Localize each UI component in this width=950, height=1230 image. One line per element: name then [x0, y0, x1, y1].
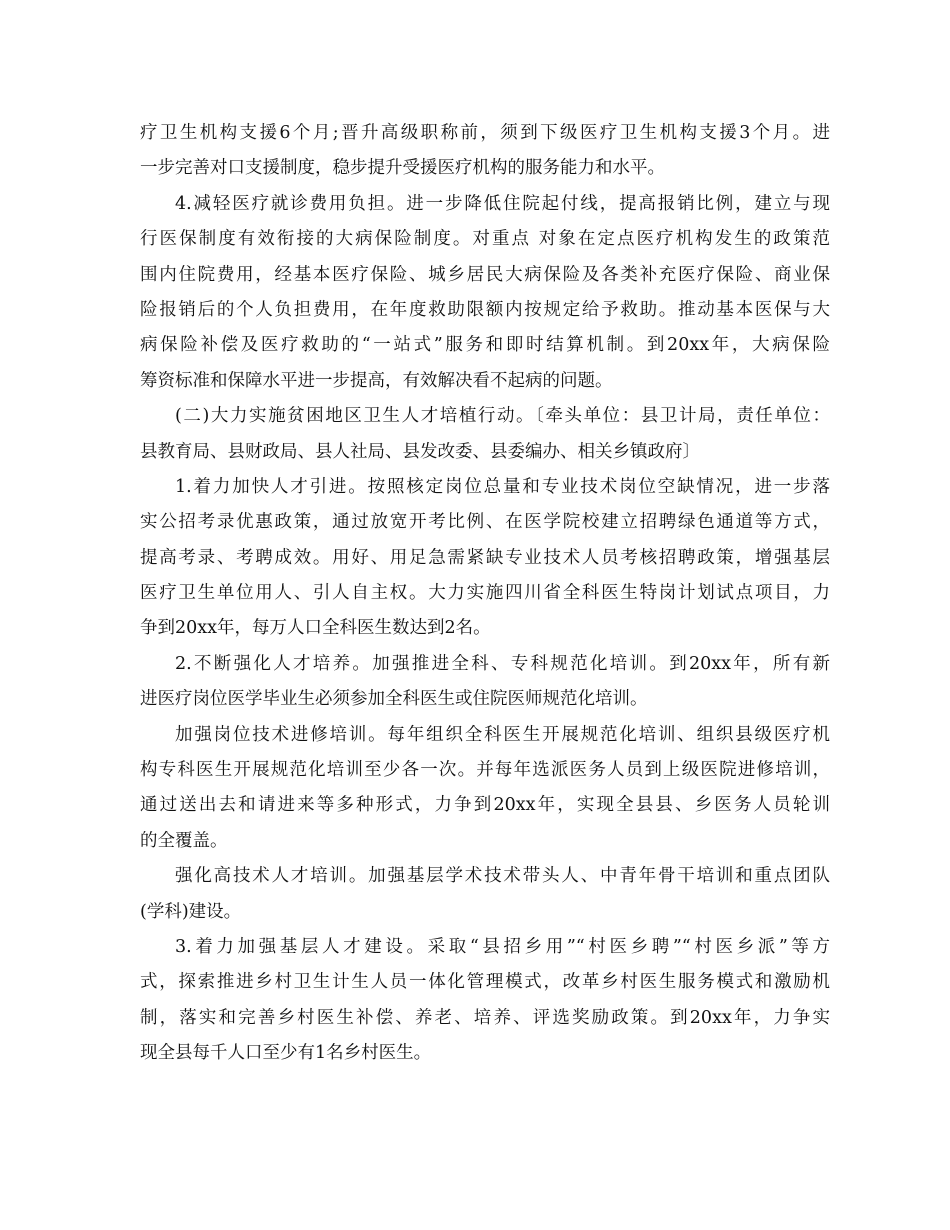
- text-line: 现全县每千人口至少有1名乡村医生。: [140, 1043, 432, 1064]
- paragraph-start-line: 1.着力加快人才引进。按照核定岗位总量和专业技术岗位空缺情况，进一步落: [175, 476, 830, 497]
- paragraph-start-line: 3.着力加强基层人才建设。采取“县招乡用”“村医乡聘”“村医乡派”等方: [175, 936, 830, 957]
- text-line: 筹资标准和保障水平进一步提高，有效解决看不起病的问题。: [140, 370, 613, 391]
- paragraph-start-line: 加强岗位技术进修培训。每年组织全科医生开展规范化培训、组织县级医疗机: [175, 724, 830, 745]
- text-line: 构专科医生开展规范化培训至少各一次。并每年选派医务人员到上级医院进修培训，: [140, 760, 830, 781]
- text-line: (学科)建设。: [140, 901, 242, 922]
- text-line: 疗卫生机构支援6个月;晋升高级职称前，须到下级医疗卫生机构支援3个月。进: [140, 123, 830, 143]
- text-line: 县教育局、县财政局、县人社局、县发改委、县委编办、相关乡镇政府〕: [140, 441, 700, 462]
- paragraph-start-line: 2.不断强化人才培养。加强推进全科、专科规范化培训。到20xx年，所有新: [175, 653, 830, 674]
- text-line: 病保险补偿及医疗救助的“一站式”服务和即时结算机制。到20xx年，大病保险: [140, 335, 830, 356]
- text-line: 争到20xx年，每万人口全科医生数达到2名。: [140, 618, 491, 639]
- text-line: 实公招考录优惠政策，通过放宽开考比例、在医学院校建立招聘绿色通道等方式，: [140, 512, 830, 533]
- text-line: 险报销后的个人负担费用，在年度救助限额内按规定给予救助。推动基本医保与大: [140, 299, 830, 320]
- text-line: 一步完善对口支援制度，稳步提升受援医疗机构的服务能力和水平。: [140, 158, 665, 179]
- text-line: 式，探索推进乡村卫生计生人员一体化管理模式，改革乡村医生服务模式和激励机: [140, 972, 830, 993]
- text-line: 制，落实和完善乡村医生补偿、养老、培养、评选奖励政策。到20xx年，力争实: [140, 1007, 830, 1028]
- document-body: [140, 116, 830, 1072]
- text-line: 通过送出去和请进来等多种形式，力争到20xx年，实现全县县、乡医务人员轮训: [140, 795, 830, 816]
- text-line: 围内住院费用，经基本医疗保险、城乡居民大病保险及各类补充医疗保险、商业保: [140, 264, 830, 285]
- section-heading-line: (二)大力实施贫困地区卫生人才培植行动。〔牵头单位：县卫计局，责任单位：: [175, 406, 830, 427]
- text-line: 进医疗岗位医学毕业生必须参加全科医生或住院医师规范化培训。: [140, 689, 648, 710]
- text-line: 医疗卫生单位用人、引人自主权。大力实施四川省全科医生特岗计划试点项目，力: [140, 583, 830, 604]
- paragraph-start-line: 4.减轻医疗就诊费用负担。进一步降低住院起付线，提高报销比例，建立与现: [175, 193, 830, 214]
- paragraph-start-line: 强化高技术人才培训。加强基层学术技术带头人、中青年骨干培训和重点团队: [175, 866, 830, 887]
- text-line: 提高考录、考聘成效。用好、用足急需紧缺专业技术人员考核招聘政策，增强基层: [140, 547, 830, 568]
- text-line: 行医保制度有效衔接的大病保险制度。对重点 对象在定点医疗机构发生的政策范: [140, 229, 830, 250]
- text-line: 的全覆盖。: [140, 830, 228, 851]
